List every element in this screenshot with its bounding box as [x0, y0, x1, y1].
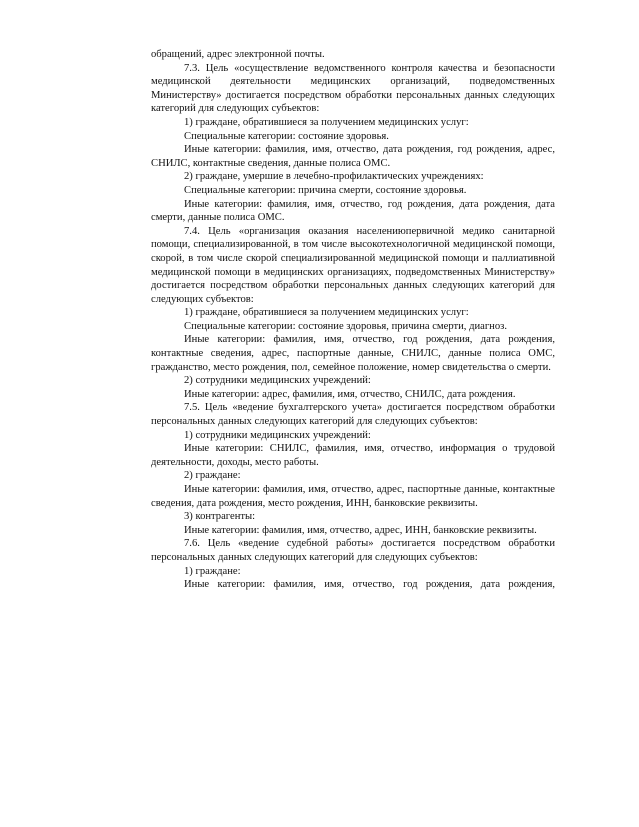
- special-categories: Специальные категории: состояние здоровья.: [184, 130, 389, 142]
- paragraph-7-5: 7.5. Цель «ведение бухгалтерского учета» достигается посредством обработки персональных данных следующих категорий для следующих субъектов:: [151, 402, 555, 428]
- document-page: [151, 48, 555, 592]
- subject-item: 2) сотрудники медицинских учреждений:: [184, 375, 371, 387]
- paragraph-tail: обращений, адрес электронной почты.: [151, 49, 325, 60]
- other-categories: Иные категории: адрес, фамилия, имя, отчество, СНИЛС, дата рождения.: [184, 388, 516, 400]
- subject-item: 2) граждане, умершие в лечебно-профилактических учреждениях:: [184, 171, 484, 183]
- subject-item: 1) граждане, обратившиеся за получением медицинских услуг:: [184, 307, 469, 319]
- paragraph-7-4: 7.4. Цель «организация оказания населениюпервичной медико санитарной помощи, специализированной, в том числе высокотехнологичной медицинской помощи, скорой, в том числе скорой специализированной медицинской помощи и паллиативной медицинской помощи в медицинских организациях, подведомственных Министерству» достигается посредством обработки персональных данных следующих категорий для следующих субъектов:: [151, 225, 555, 305]
- paragraph-7-3: 7.3. Цель «осуществление ведомственного контроля качества и безопасности медицинской деятельности медицинских организаций, подведомственных Министерству» достигается посредством обработки персональных данных следующих категорий для следующих субъектов:: [151, 62, 555, 115]
- subject-item: 1) граждане:: [184, 565, 241, 577]
- paragraph-7-6: 7.6. Цель «ведение судебной работы» достигается посредством обработки персональных данных следующих категорий для следующих субъектов:: [151, 538, 555, 563]
- subject-item: 3) контрагенты:: [184, 511, 256, 523]
- other-categories: Иные категории: фамилия, имя, отчество, год рождения, дата рождения,: [184, 579, 555, 591]
- special-categories: Специальные категории: причина смерти, состояние здоровья.: [184, 184, 467, 196]
- subject-item: 1) сотрудники медицинских учреждений:: [184, 429, 371, 441]
- other-categories: Иные категории: фамилия, имя, отчество, год рождения, дата рождения, контактные сведения, адрес, паспортные данные, СНИЛС, данные полиса ОМС, гражданство, место рождения, пол, семейное положение, номер свидетельства о смерти.: [151, 334, 555, 373]
- subject-item: 1) граждане, обратившиеся за получением медицинских услуг:: [184, 116, 469, 128]
- other-categories: Иные категории: фамилия, имя, отчество, адрес, ИНН, банковские реквизиты.: [184, 524, 537, 536]
- special-categories: Специальные категории: состояние здоровья, причина смерти, диагноз.: [184, 320, 507, 332]
- other-categories: Иные категории: фамилия, имя, отчество, дата рождения, год рождения, адрес, СНИЛС, контактные сведения, данные полиса ОМС.: [151, 144, 555, 169]
- subject-item: 2) граждане:: [184, 470, 241, 482]
- other-categories: Иные категории: фамилия, имя, отчество, год рождения, дата рождения, дата смерти, данные полиса ОМС.: [151, 198, 555, 224]
- other-categories: Иные категории: СНИЛС, фамилия, имя, отчество, информация о трудовой деятельности, доходы, место работы.: [151, 443, 555, 468]
- other-categories: Иные категории: фамилия, имя, отчество, адрес, паспортные данные, контактные сведения, дата рождения, место рождения, ИНН, банковские реквизиты.: [151, 484, 555, 509]
